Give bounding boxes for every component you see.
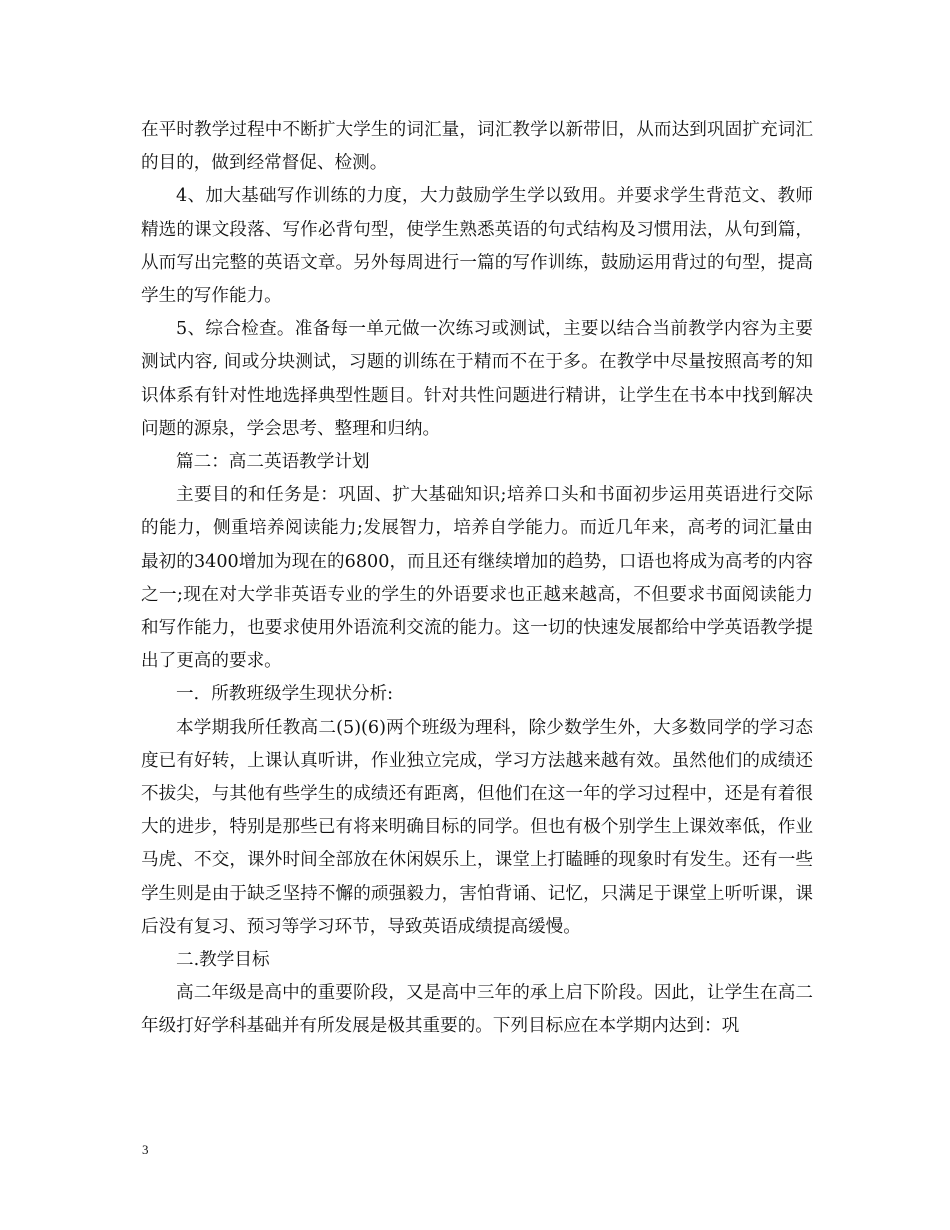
section-heading-teaching-goals: 二.教学目标 (176, 950, 270, 971)
document-body (141, 114, 813, 1044)
paragraph-main-goals: 主要目的和任务是：巩固、扩大基础知识;培养口头和书面初步运用英语进行交际的能力，侧重培养阅读能力;发展智力，培养自学能力。而近几年来，高考的词汇量由最初的3400增加为现在的6800，而且还有继续增加的趋势，口语也将成为高考的内容之一;现在对大学非英语专业的学生的外语要求也正越来越高，不但要求书面阅读能力和写作能力，也要求使用外语流利交流的能力。这一切的快速发展都给中学英语教学提出了更高的要求。 (141, 485, 813, 672)
paragraph-student-analysis: 本学期我所任教高二(5)(6)两个班级为理科，除少数学生外，大多数同学的学习态度已有好转，上课认真听讲，作业独立完成，学习方法越来越有效。虽然他们的成绩还不拔尖，与其他有些学生的成绩还有距离，但他们在这一年的学习过程中，还是有着很大的进步，特别是那些已有将来明确目标的同学。但也有极个别学生上课效率低，作业马虎、不交，课外时间全部放在休闲娱乐上，课堂上打瞌睡的现象时有发生。还有一些学生则是由于缺乏坚持不懈的顽强毅力，害怕背诵、记忆，只满足于课堂上听听课，课后没有复习、预习等学习环节，导致英语成绩提高缓慢。 (141, 717, 813, 937)
section-heading-student-analysis: 一．所教班级学生现状分析: (176, 684, 394, 705)
section-heading-part-two: 篇二：高二英语教学计划 (176, 452, 370, 473)
paragraph-teaching-goals: 高二年级是高中的重要阶段，又是高中三年的承上启下阶段。因此，让学生在高二年级打好学科基础并有所发展是极其重要的。下列目标应在本学期内达到：巩 (141, 983, 813, 1037)
paragraph-comprehensive-check: 5、综合检查。准备每一单元做一次练习或测试，主要以结合当前教学内容为主要测试内容, 间或分块测试，习题的训练在于精而不在于多。在教学中尽量按照高考的知识体系有针对性地选择典型性题目。针对共性问题进行精讲，让学生在书本中找到解决问题的源泉，学会思考、整理和归纳。 (141, 319, 813, 439)
paragraph-vocabulary-continuation: 在平时教学过程中不断扩大学生的词汇量，词汇教学以新带旧，从而达到巩固扩充词汇的目的，做到经常督促、检测。 (141, 120, 813, 174)
page-number: 3 (142, 1142, 149, 1157)
paragraph-writing-training: 4、加大基础写作训练的力度，大力鼓励学生学以致用。并要求学生背范文、教师精选的课文段落、写作必背句型，使学生熟悉英语的句式结构及习惯用法，从句到篇，从而写出完整的英语文章。另外每周进行一篇的写作训练，鼓励运用背过的句型，提高学生的写作能力。 (141, 186, 813, 307)
